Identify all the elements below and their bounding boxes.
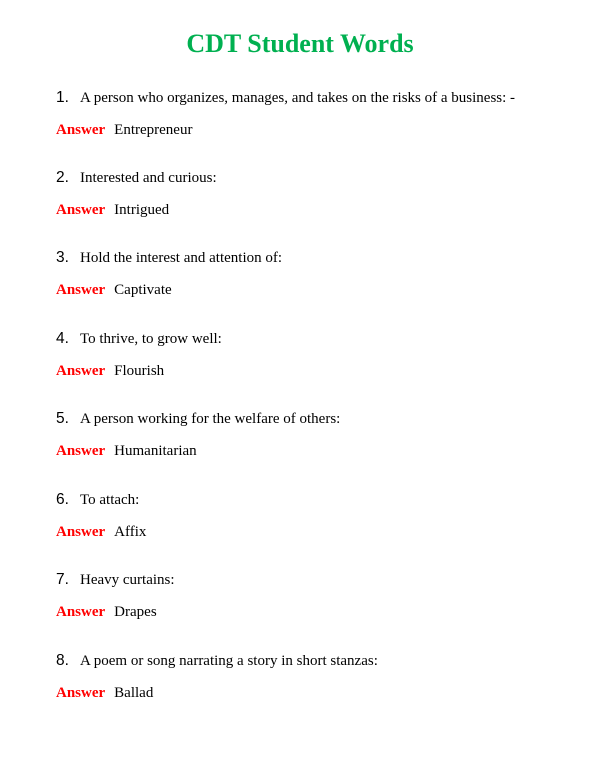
answer-row <box>56 120 576 140</box>
question-number: 1. <box>56 89 69 106</box>
answer-text: Captivate <box>114 282 172 298</box>
question-text: A poem or song narrating a story in short stanzas: <box>80 653 378 669</box>
question-row <box>56 167 576 189</box>
answer-label: Answer <box>56 363 106 379</box>
answer-label: Answer <box>56 685 106 701</box>
answer-row <box>56 361 576 381</box>
vocabulary-item <box>56 569 576 622</box>
answer-row <box>56 441 576 461</box>
question-text: Heavy curtains: <box>80 572 175 588</box>
question-text: A person who organizes, manages, and takes on the risks of a business: - <box>80 90 516 106</box>
vocabulary-item <box>56 408 576 461</box>
question-number: 4. <box>56 330 69 347</box>
question-row <box>56 650 576 672</box>
question-number: 5. <box>56 410 69 427</box>
answer-label: Answer <box>56 122 106 138</box>
question-number: 2. <box>56 169 69 186</box>
question-text: To attach: <box>80 492 140 508</box>
page-title: CDT Student Words <box>186 29 414 58</box>
vocabulary-item <box>56 328 576 381</box>
question-row <box>56 569 576 591</box>
question-row <box>56 328 576 350</box>
question-row <box>56 489 576 511</box>
answer-label: Answer <box>56 202 106 218</box>
vocabulary-item <box>56 167 576 220</box>
question-row <box>56 247 576 269</box>
answer-row <box>56 522 576 542</box>
question-number: 3. <box>56 249 69 266</box>
vocabulary-item <box>56 489 576 542</box>
question-text: Hold the interest and attention of: <box>80 250 283 266</box>
question-row <box>56 87 576 109</box>
answer-text: Flourish <box>114 363 165 379</box>
answer-text: Entrepreneur <box>114 122 193 138</box>
question-text: To thrive, to grow well: <box>80 331 222 347</box>
answer-row <box>56 200 576 220</box>
answer-row <box>56 683 576 703</box>
question-text: Interested and curious: <box>80 170 217 186</box>
answer-label: Answer <box>56 524 106 540</box>
question-row <box>56 408 576 430</box>
answer-label: Answer <box>56 282 106 298</box>
question-text: A person working for the welfare of others: <box>80 411 341 427</box>
vocabulary-item <box>56 87 576 140</box>
question-number: 6. <box>56 491 69 508</box>
vocabulary-item <box>56 650 576 703</box>
answer-text: Ballad <box>114 685 154 701</box>
answer-text: Humanitarian <box>114 443 197 459</box>
answer-text: Drapes <box>114 604 157 620</box>
answer-text: Intrigued <box>114 202 170 218</box>
answer-label: Answer <box>56 604 106 620</box>
question-number: 7. <box>56 571 69 588</box>
vocabulary-item <box>56 247 576 300</box>
answer-row <box>56 602 576 622</box>
answer-row <box>56 280 576 300</box>
answer-text: Affix <box>114 524 147 540</box>
answer-label: Answer <box>56 443 106 459</box>
question-number: 8. <box>56 652 69 669</box>
